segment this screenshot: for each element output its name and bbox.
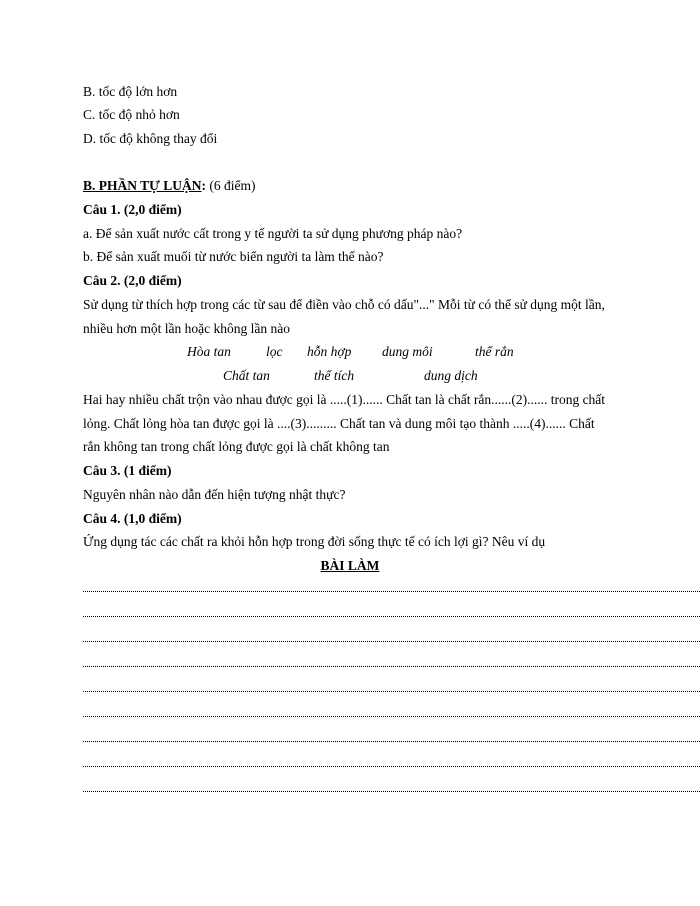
section-b-label: B. PHẦN TỰ LUẬN [83,178,202,193]
word-bank-item: thể rắn [475,344,514,359]
q3-text: Nguyên nhân nào dẫn đến hiện tượng nhật thực? [83,487,346,502]
answer-line [83,691,700,692]
q1-part-a: a. Để sản xuất nước cất trong y tế người ta sử dụng phương pháp nào? [83,226,463,241]
answer-line [83,766,700,767]
section-b-heading [83,177,256,195]
answer-line [83,791,700,792]
q4-heading: Câu 4. (1,0 điểm) [83,511,182,526]
answer-line [83,716,700,717]
answer-line [83,641,700,642]
option-b: B. tốc độ lớn hơn [83,84,178,99]
section-b-points: (6 điểm) [206,178,256,193]
q2-passage-line1: Hai hay nhiều chất trộn vào nhau được gọi là .....(1)...... Chất tan là chất rắn......(2)...... trong chất [83,392,606,407]
word-bank-item: Chất tan [223,368,270,383]
q4-text: Ứng dụng tác các chất ra khỏi hỗn hợp trong đời sống thực tế có ích lợi gì? Nêu ví dụ [83,534,546,549]
answer-line [83,591,700,592]
q1-part-b: b. Để sản xuất muối từ nước biển người ta làm thế nào? [83,249,384,264]
q2-passage-line2: lỏng. Chất lỏng hòa tan được gọi là ....(3)......... Chất tan và dung môi tạo thành .....(4)...... Chất [83,416,595,431]
q1-heading: Câu 1. (2,0 điểm) [83,202,182,217]
word-bank-item: lọc [266,344,283,359]
word-bank-item: thể tích [314,368,355,383]
word-bank-item: hỗn hợp [307,344,352,359]
option-c: C. tốc độ nhỏ hơn [83,107,180,122]
answer-line [83,616,700,617]
word-bank-item: dung dịch [424,368,478,383]
q2-instruction-line1: Sử dụng từ thích hợp trong các từ sau để điền vào chỗ có dấu"..." Mỗi từ có thể sử dụng một lần, [83,297,605,312]
answer-line [83,741,700,742]
word-bank-item: Hòa tan [187,344,231,359]
section-b-colon: : [201,178,207,193]
q2-passage-line3: rắn không tan trong chất lỏng được gọi là chất không tan [83,439,390,454]
word-bank-item: dung môi [382,344,433,359]
answer-line [83,666,700,667]
option-d: D. tốc độ không thay đổi [83,131,218,146]
answer-section-title: BÀI LÀM [320,558,380,573]
q3-heading: Câu 3. (1 điểm) [83,463,172,478]
q2-heading: Câu 2. (2,0 điểm) [83,273,182,288]
q2-instruction-line2: nhiều hơn một lần hoặc không lần nào [83,321,290,336]
